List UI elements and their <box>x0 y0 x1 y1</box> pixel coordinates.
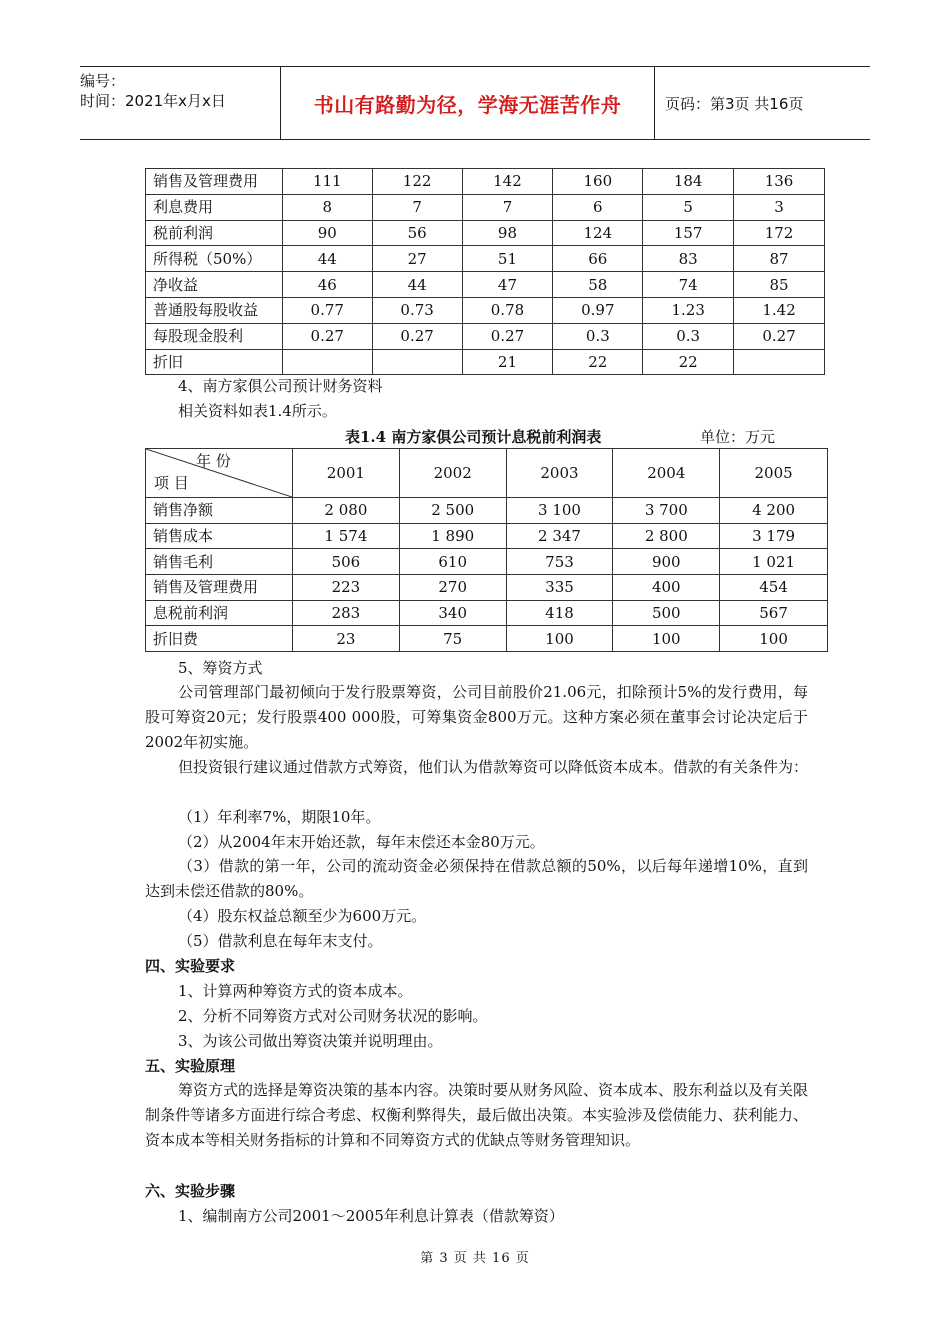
principle-heading: 五、实验原理 <box>145 1057 236 1075</box>
table-cell: 283 <box>293 600 400 626</box>
table-cell: 172 <box>734 220 825 246</box>
table-cell: 56 <box>372 220 462 246</box>
table-cell: 1 574 <box>293 523 400 549</box>
table-cell: 75 <box>399 626 506 652</box>
table-cell: 2 347 <box>506 523 613 549</box>
row-label: 销售净额 <box>146 498 293 524</box>
row-label: 利息费用 <box>146 194 283 220</box>
row-label: 普通股每股收益 <box>146 297 283 323</box>
table-row <box>146 498 828 524</box>
table-cell: 3 700 <box>613 498 720 524</box>
principle-paragraph: 筹资方式的选择是筹资决策的基本内容。决策时要从财务风险、资本成本、股东利益以及有关限制条件等诸多方面进行综合考虑、权衡利弊得失，最后做出决策。本实验涉及偿债能力、获利能力、资本成本等相关财务指标的计算和不同筹资方式的优缺点等财务管理知识。 <box>145 1081 809 1149</box>
financial-history-table <box>145 168 825 375</box>
table-cell: 454 <box>720 575 828 601</box>
row-label: 销售及管理费用 <box>146 169 283 195</box>
table-cell: 7 <box>462 194 553 220</box>
table-row <box>146 220 825 246</box>
table-cell: 0.27 <box>734 323 825 349</box>
header-motto: 书山有路勤为径，学海无涯苦作舟 <box>280 67 655 139</box>
page-header <box>80 66 870 140</box>
table-cell: 184 <box>643 169 734 195</box>
table-cell: 0.77 <box>282 297 372 323</box>
row-label: 税前利润 <box>146 220 283 246</box>
table-cell <box>282 349 372 375</box>
table-row <box>146 272 825 298</box>
table-cell: 87 <box>734 246 825 272</box>
table-cell: 83 <box>643 246 734 272</box>
corner-cell <box>146 449 293 498</box>
table-cell: 7 <box>372 194 462 220</box>
table-cell: 270 <box>399 575 506 601</box>
table-cell: 136 <box>734 169 825 195</box>
table-cell: 753 <box>506 549 613 575</box>
table-cell: 47 <box>462 272 553 298</box>
section4-intro: 相关资料如表1.4所示。 <box>178 402 337 420</box>
table-row <box>146 297 825 323</box>
row-label: 每股现金股利 <box>146 323 283 349</box>
projected-ebit-table <box>145 448 828 652</box>
row-label: 销售及管理费用 <box>146 575 293 601</box>
loan-condition-5: （5）借款利息在每年末支付。 <box>178 932 383 950</box>
table-cell: 500 <box>613 600 720 626</box>
table-cell: 1 021 <box>720 549 828 575</box>
year-header: 2001 <box>293 449 400 498</box>
table-cell: 0.97 <box>553 297 643 323</box>
table-cell: 2 080 <box>293 498 400 524</box>
year-header: 2003 <box>506 449 613 498</box>
table-cell: 157 <box>643 220 734 246</box>
row-label: 所得税（50%） <box>146 246 283 272</box>
table-cell: 90 <box>282 220 372 246</box>
table-cell: 4 200 <box>720 498 828 524</box>
table-cell <box>734 349 825 375</box>
requirements-heading: 四、实验要求 <box>145 957 236 975</box>
table-cell: 3 179 <box>720 523 828 549</box>
table-row <box>146 626 828 652</box>
row-label: 折旧 <box>146 349 283 375</box>
table-cell: 610 <box>399 549 506 575</box>
loan-condition-3: （3）借款的第一年，公司的流动资金必须保持在借款总额的50%，以后每年递增10%，直到达到未偿还借款的80%。 <box>145 857 808 900</box>
table-cell: 111 <box>282 169 372 195</box>
requirement-item: 1、计算两种筹资方式的资本成本。 <box>178 982 413 1000</box>
requirement-item: 3、为该公司做出筹资决策并说明理由。 <box>178 1032 443 1050</box>
section4-heading: 4、南方家俱公司预计财务资料 <box>178 377 383 395</box>
table-cell: 418 <box>506 600 613 626</box>
table-cell: 74 <box>643 272 734 298</box>
table-cell: 340 <box>399 600 506 626</box>
page-footer: 第 3 页 共 16 页 <box>420 1251 530 1266</box>
table-cell: 100 <box>613 626 720 652</box>
loan-condition-1: （1）年利率7%，期限10年。 <box>178 808 381 826</box>
table2-caption: 表1.4 南方家俱公司预计息税前利润表 <box>345 428 602 446</box>
corner-item-label: 项 目 <box>154 474 189 492</box>
table-cell: 400 <box>613 575 720 601</box>
table-cell: 0.73 <box>372 297 462 323</box>
table-cell: 2 500 <box>399 498 506 524</box>
table-cell: 21 <box>462 349 553 375</box>
corner-year-label: 年 份 <box>196 452 231 470</box>
table-cell: 23 <box>293 626 400 652</box>
table-cell: 22 <box>643 349 734 375</box>
table-cell <box>372 349 462 375</box>
table-header-row <box>146 449 828 498</box>
table-cell: 6 <box>553 194 643 220</box>
table-cell: 8 <box>282 194 372 220</box>
year-header: 2004 <box>613 449 720 498</box>
table-cell: 0.27 <box>462 323 553 349</box>
loan-condition-2: （2）从2004年末开始还款，每年末偿还本金80万元。 <box>178 833 545 851</box>
table-row <box>146 523 828 549</box>
table-cell: 1 890 <box>399 523 506 549</box>
table-row <box>146 246 825 272</box>
table-cell: 3 100 <box>506 498 613 524</box>
table-cell: 51 <box>462 246 553 272</box>
row-label: 折旧费 <box>146 626 293 652</box>
table-cell: 3 <box>734 194 825 220</box>
section5-paragraph-1: 公司管理部门最初倾向于发行股票筹资，公司目前股价21.06元，扣除预计5%的发行费用，每股可筹资20元；发行股票400 000股，可筹集资金800万元。这种方案必须在董事会讨论决定后于2002年初实施。 <box>145 683 808 751</box>
table-cell: 100 <box>720 626 828 652</box>
table-cell: 506 <box>293 549 400 575</box>
header-left <box>80 67 280 143</box>
steps-heading: 六、实验步骤 <box>145 1182 236 1200</box>
row-label: 净收益 <box>146 272 283 298</box>
table-cell: 160 <box>553 169 643 195</box>
section5-paragraph-2: 但投资银行建议通过借款方式筹资，他们认为借款筹资可以降低资本成本。借款的有关条件为： <box>178 758 809 776</box>
table2-unit: 单位：万元 <box>700 428 776 446</box>
table-row <box>146 349 825 375</box>
table-cell: 5 <box>643 194 734 220</box>
table-cell: 66 <box>553 246 643 272</box>
table-cell: 100 <box>506 626 613 652</box>
table-cell: 1.23 <box>643 297 734 323</box>
table-cell: 1.42 <box>734 297 825 323</box>
year-header: 2002 <box>399 449 506 498</box>
table-cell: 122 <box>372 169 462 195</box>
table-cell: 0.3 <box>553 323 643 349</box>
table-cell: 0.27 <box>372 323 462 349</box>
table-row <box>146 194 825 220</box>
row-label: 销售毛利 <box>146 549 293 575</box>
table-cell: 567 <box>720 600 828 626</box>
requirement-item: 2、分析不同筹资方式对公司财务状况的影响。 <box>178 1007 488 1025</box>
step-1: 1、编制南方公司2001～2005年利息计算表（借款筹资） <box>178 1207 564 1225</box>
table-cell: 98 <box>462 220 553 246</box>
table-cell: 27 <box>372 246 462 272</box>
table-cell: 142 <box>462 169 553 195</box>
loan-condition-4: （4）股东权益总额至少为600万元。 <box>178 907 427 925</box>
table-cell: 44 <box>372 272 462 298</box>
table-row <box>146 575 828 601</box>
table-cell: 900 <box>613 549 720 575</box>
table-cell: 0.27 <box>282 323 372 349</box>
header-number: 编号： <box>80 72 126 90</box>
table-cell: 124 <box>553 220 643 246</box>
table-cell: 335 <box>506 575 613 601</box>
section5-heading: 5、筹资方式 <box>178 659 263 677</box>
table-cell: 0.3 <box>643 323 734 349</box>
row-label: 息税前利润 <box>146 600 293 626</box>
table-cell: 0.78 <box>462 297 553 323</box>
table-row <box>146 600 828 626</box>
header-page-info: 页码：第3页 共16页 <box>665 94 804 113</box>
table-cell: 46 <box>282 272 372 298</box>
table-row <box>146 549 828 575</box>
table-row <box>146 323 825 349</box>
table-cell: 223 <box>293 575 400 601</box>
table-cell: 22 <box>553 349 643 375</box>
year-header: 2005 <box>720 449 828 498</box>
table-cell: 85 <box>734 272 825 298</box>
table-cell: 2 800 <box>613 523 720 549</box>
table-row <box>146 169 825 195</box>
table-cell: 58 <box>553 272 643 298</box>
header-date: 时间：2021年x月x日 <box>80 92 226 110</box>
table-cell: 44 <box>282 246 372 272</box>
row-label: 销售成本 <box>146 523 293 549</box>
